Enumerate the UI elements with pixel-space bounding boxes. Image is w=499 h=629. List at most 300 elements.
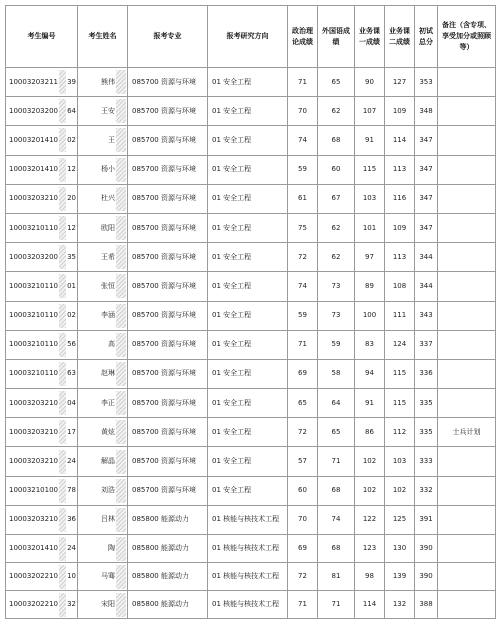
- candidate-name-cell: [78, 126, 128, 155]
- redaction-mask: [59, 245, 66, 269]
- candidate-name: 宋阳: [101, 600, 115, 608]
- redaction-mask: [116, 565, 126, 589]
- candidate-name-cell: [78, 505, 128, 534]
- total-score-cell: 390: [415, 535, 438, 563]
- candidate-name: 马骞: [101, 572, 115, 580]
- redaction-mask: [116, 391, 126, 415]
- redaction-mask: [116, 99, 126, 123]
- course2-score-cell: 124: [385, 330, 415, 359]
- candidate-name: 吕林: [101, 515, 115, 524]
- candidate-id: [9, 593, 76, 617]
- course1-score-cell: 89: [355, 272, 385, 301]
- candidate-name: 赵琳: [101, 369, 115, 378]
- candidate-name: 杜兴: [101, 194, 115, 203]
- header-course2: 业务课二成绩: [385, 6, 415, 68]
- course2-score-cell: 125: [385, 505, 415, 534]
- candidate-id: [9, 450, 76, 474]
- politics-score-cell: 65: [288, 389, 318, 418]
- direction-cell: 01 安全工程: [208, 418, 288, 447]
- english-score-cell: 64: [318, 389, 355, 418]
- total-score-cell: 390: [415, 563, 438, 591]
- major-cell: 085700 资源与环境: [128, 184, 208, 213]
- course1-score-cell: 114: [355, 591, 385, 619]
- english-score-cell: 62: [318, 243, 355, 272]
- table-row: [6, 591, 496, 619]
- candidate-id-suffix: 56: [67, 340, 76, 349]
- candidate-id-prefix: 10003203200: [9, 106, 58, 115]
- total-score-cell: 337: [415, 330, 438, 359]
- header-total: 初试总分: [415, 6, 438, 68]
- candidate-id-suffix: 39: [67, 77, 76, 86]
- direction-cell: 01 安全工程: [208, 272, 288, 301]
- course1-score-cell: 115: [355, 155, 385, 184]
- candidate-id-prefix: 10003210110: [9, 369, 58, 378]
- major-cell: 085700 资源与环境: [128, 389, 208, 418]
- course2-score-cell: 130: [385, 535, 415, 563]
- direction-cell: 01 安全工程: [208, 184, 288, 213]
- course1-score-cell: 103: [355, 184, 385, 213]
- candidate-id-cell: [6, 330, 78, 359]
- course2-score-cell: 111: [385, 301, 415, 330]
- redaction-mask: [59, 70, 66, 94]
- redaction-mask: [59, 158, 66, 182]
- redaction-mask: [116, 450, 126, 474]
- candidate-id: [9, 99, 76, 123]
- candidate-id: [9, 274, 76, 298]
- candidate-id-suffix: 02: [67, 311, 76, 320]
- redaction-mask: [116, 508, 126, 532]
- header-remark: 备注（含专项、享受加分或照顾等）: [438, 6, 496, 68]
- candidate-id-suffix: 02: [67, 135, 76, 144]
- redaction-mask: [59, 593, 66, 617]
- politics-score-cell: 75: [288, 213, 318, 242]
- total-score-cell: 344: [415, 243, 438, 272]
- header-row: [6, 6, 496, 68]
- total-score-cell: 347: [415, 126, 438, 155]
- major-cell: 085700 资源与环境: [128, 359, 208, 388]
- remark-cell: [438, 301, 496, 330]
- course1-score-cell: 91: [355, 126, 385, 155]
- candidate-id-prefix: 10003203210: [9, 515, 58, 524]
- candidate-name-cell: [78, 243, 128, 272]
- candidate-id: [9, 128, 76, 152]
- candidate-name: 李正: [101, 398, 115, 407]
- candidate-name-cell: [78, 563, 128, 591]
- remark-cell: [438, 591, 496, 619]
- candidate-id-cell: [6, 301, 78, 330]
- direction-cell: 01 安全工程: [208, 301, 288, 330]
- total-score-cell: 343: [415, 301, 438, 330]
- remark-cell: [438, 68, 496, 97]
- course2-score-cell: 115: [385, 389, 415, 418]
- direction-cell: 01 安全工程: [208, 359, 288, 388]
- course2-score-cell: 109: [385, 213, 415, 242]
- major-cell: 085700 资源与环境: [128, 243, 208, 272]
- redaction-mask: [59, 420, 66, 444]
- total-score-cell: 347: [415, 155, 438, 184]
- total-score-cell: 336: [415, 359, 438, 388]
- politics-score-cell: 70: [288, 97, 318, 126]
- candidate-id: [9, 304, 76, 328]
- candidate-id-cell: [6, 591, 78, 619]
- remark-cell: [438, 97, 496, 126]
- candidate-id-cell: [6, 213, 78, 242]
- course1-score-cell: 90: [355, 68, 385, 97]
- politics-score-cell: 59: [288, 301, 318, 330]
- course1-score-cell: 107: [355, 97, 385, 126]
- politics-score-cell: 61: [288, 184, 318, 213]
- english-score-cell: 65: [318, 68, 355, 97]
- redaction-mask: [59, 565, 66, 589]
- major-cell: 085800 能源动力: [128, 591, 208, 619]
- table-row: [6, 447, 496, 476]
- table-row: [6, 505, 496, 534]
- politics-score-cell: 72: [288, 563, 318, 591]
- total-score-cell: 333: [415, 447, 438, 476]
- table-row: [6, 272, 496, 301]
- english-score-cell: 67: [318, 184, 355, 213]
- major-cell: 085700 资源与环境: [128, 476, 208, 505]
- candidate-id-prefix: 10003203211: [9, 77, 58, 86]
- candidate-id-prefix: 10003210100: [9, 486, 58, 495]
- course2-score-cell: 103: [385, 447, 415, 476]
- candidate-name-cell: [78, 68, 128, 97]
- course1-score-cell: 102: [355, 447, 385, 476]
- redaction-mask: [59, 216, 66, 240]
- english-score-cell: 73: [318, 301, 355, 330]
- direction-cell: 01 安全工程: [208, 68, 288, 97]
- course1-score-cell: 97: [355, 243, 385, 272]
- candidate-id-prefix: 10003210110: [9, 223, 58, 232]
- major-cell: 085800 能源动力: [128, 505, 208, 534]
- table-row: [6, 184, 496, 213]
- remark-cell: [438, 563, 496, 591]
- candidate-id: [9, 333, 76, 357]
- table-row: [6, 97, 496, 126]
- direction-cell: 01 安全工程: [208, 126, 288, 155]
- total-score-cell: 344: [415, 272, 438, 301]
- candidate-id-cell: [6, 447, 78, 476]
- course1-score-cell: 102: [355, 476, 385, 505]
- english-score-cell: 68: [318, 126, 355, 155]
- candidate-id-cell: [6, 184, 78, 213]
- candidate-id-cell: [6, 359, 78, 388]
- candidate-id-suffix: 64: [67, 106, 76, 115]
- candidate-name-cell: [78, 213, 128, 242]
- redaction-mask: [59, 274, 66, 298]
- candidate-name: 李涵: [101, 311, 115, 320]
- header-english: 外国语成绩: [318, 6, 355, 68]
- candidate-id-prefix: 10003201410: [9, 165, 58, 174]
- direction-cell: 01 安全工程: [208, 476, 288, 505]
- politics-score-cell: 69: [288, 535, 318, 563]
- candidate-id-suffix: 12: [67, 165, 76, 174]
- remark-cell: [438, 155, 496, 184]
- redaction-mask: [116, 304, 126, 328]
- candidate-name-cell: [78, 301, 128, 330]
- header-name: 考生姓名: [78, 6, 128, 68]
- course1-score-cell: 101: [355, 213, 385, 242]
- redaction-mask: [59, 391, 66, 415]
- table-row: [6, 330, 496, 359]
- candidate-name-cell: [78, 447, 128, 476]
- total-score-cell: 388: [415, 591, 438, 619]
- remark-cell: 士兵计划: [438, 418, 496, 447]
- politics-score-cell: 69: [288, 359, 318, 388]
- candidate-id-suffix: 63: [67, 369, 76, 378]
- politics-score-cell: 72: [288, 243, 318, 272]
- table-row: [6, 126, 496, 155]
- total-score-cell: 347: [415, 213, 438, 242]
- table-row: [6, 243, 496, 272]
- candidate-id: [9, 508, 76, 532]
- candidate-id-suffix: 36: [67, 515, 76, 524]
- direction-cell: 01 安全工程: [208, 389, 288, 418]
- candidate-id-suffix: 20: [67, 194, 76, 203]
- candidate-id: [9, 537, 76, 561]
- table-row: [6, 535, 496, 563]
- course1-score-cell: 86: [355, 418, 385, 447]
- candidate-name: 张恒: [101, 281, 115, 290]
- major-cell: 085700 资源与环境: [128, 272, 208, 301]
- remark-cell: [438, 126, 496, 155]
- english-score-cell: 62: [318, 213, 355, 242]
- candidate-id-cell: [6, 155, 78, 184]
- candidate-id-suffix: 24: [67, 544, 76, 552]
- table-row: [6, 68, 496, 97]
- major-cell: 085700 资源与环境: [128, 301, 208, 330]
- candidate-name: 高: [108, 340, 115, 349]
- candidate-id-cell: [6, 126, 78, 155]
- candidate-name-cell: [78, 155, 128, 184]
- candidate-name: 熊伟: [101, 77, 115, 86]
- candidate-id-cell: [6, 243, 78, 272]
- candidate-id-suffix: 04: [67, 398, 76, 407]
- english-score-cell: 58: [318, 359, 355, 388]
- candidate-id: [9, 216, 76, 240]
- candidate-id: [9, 362, 76, 386]
- header-major: 报考专业: [128, 6, 208, 68]
- major-cell: 085700 资源与环境: [128, 330, 208, 359]
- table-row: [6, 389, 496, 418]
- candidate-name-cell: [78, 97, 128, 126]
- direction-cell: 01 安全工程: [208, 447, 288, 476]
- candidate-id: [9, 391, 76, 415]
- header-direction: 报考研究方向: [208, 6, 288, 68]
- table-row: [6, 213, 496, 242]
- candidate-id-prefix: 10003203210: [9, 398, 58, 407]
- table-body: [6, 68, 496, 619]
- course2-score-cell: 132: [385, 591, 415, 619]
- candidate-id-prefix: 10003203210: [9, 194, 58, 203]
- candidate-id-suffix: 10: [67, 572, 76, 580]
- candidate-id-cell: [6, 389, 78, 418]
- candidate-id-cell: [6, 535, 78, 563]
- total-score-cell: 347: [415, 184, 438, 213]
- redaction-mask: [59, 304, 66, 328]
- course1-score-cell: 98: [355, 563, 385, 591]
- remark-cell: [438, 243, 496, 272]
- candidate-id-suffix: 12: [67, 223, 76, 232]
- candidate-id-cell: [6, 272, 78, 301]
- candidate-id-prefix: 10003210110: [9, 281, 58, 290]
- redaction-mask: [59, 479, 66, 503]
- candidate-id: [9, 70, 76, 94]
- remark-cell: [438, 330, 496, 359]
- candidate-name: 王: [108, 135, 115, 144]
- remark-cell: [438, 447, 496, 476]
- major-cell: 085700 资源与环境: [128, 447, 208, 476]
- course2-score-cell: 127: [385, 68, 415, 97]
- candidate-id-prefix: 10003210110: [9, 311, 58, 320]
- total-score-cell: 391: [415, 505, 438, 534]
- remark-cell: [438, 535, 496, 563]
- candidate-name: 王希: [101, 252, 115, 261]
- candidate-name-cell: [78, 330, 128, 359]
- english-score-cell: 71: [318, 591, 355, 619]
- candidate-name-cell: [78, 359, 128, 388]
- header-politics: 政治理论成绩: [288, 6, 318, 68]
- direction-cell: 01 安全工程: [208, 213, 288, 242]
- major-cell: 085700 资源与环境: [128, 213, 208, 242]
- candidate-name-cell: [78, 476, 128, 505]
- direction-cell: 01 安全工程: [208, 243, 288, 272]
- candidate-name: 王安: [101, 106, 115, 115]
- redaction-mask: [59, 537, 66, 561]
- table-row: [6, 155, 496, 184]
- redaction-mask: [116, 593, 126, 617]
- total-score-cell: 353: [415, 68, 438, 97]
- candidate-id-prefix: 10003210110: [9, 340, 58, 349]
- major-cell: 085700 资源与环境: [128, 97, 208, 126]
- english-score-cell: 74: [318, 505, 355, 534]
- politics-score-cell: 60: [288, 476, 318, 505]
- english-score-cell: 59: [318, 330, 355, 359]
- redaction-mask: [116, 158, 126, 182]
- score-table: [5, 5, 496, 619]
- candidate-id-suffix: 78: [67, 486, 76, 495]
- politics-score-cell: 59: [288, 155, 318, 184]
- redaction-mask: [116, 274, 126, 298]
- course2-score-cell: 113: [385, 243, 415, 272]
- redaction-mask: [59, 450, 66, 474]
- total-score-cell: 332: [415, 476, 438, 505]
- redaction-mask: [116, 187, 126, 211]
- course2-score-cell: 102: [385, 476, 415, 505]
- candidate-name-cell: [78, 535, 128, 563]
- candidate-id-cell: [6, 505, 78, 534]
- candidate-id-prefix: 10003202210: [9, 600, 58, 608]
- candidate-name-cell: [78, 418, 128, 447]
- english-score-cell: 68: [318, 476, 355, 505]
- politics-score-cell: 57: [288, 447, 318, 476]
- candidate-id-prefix: 10003201410: [9, 135, 58, 144]
- remark-cell: [438, 505, 496, 534]
- candidate-name: 欧阳: [101, 223, 115, 232]
- remark-cell: [438, 272, 496, 301]
- course2-score-cell: 116: [385, 184, 415, 213]
- candidate-name: 解晶: [101, 457, 115, 466]
- major-cell: 085800 能源动力: [128, 563, 208, 591]
- course1-score-cell: 94: [355, 359, 385, 388]
- remark-cell: [438, 184, 496, 213]
- candidate-name-cell: [78, 389, 128, 418]
- redaction-mask: [59, 128, 66, 152]
- redaction-mask: [116, 362, 126, 386]
- candidate-id-suffix: 32: [67, 600, 76, 608]
- remark-cell: [438, 213, 496, 242]
- candidate-id: [9, 420, 76, 444]
- header-id: 考生编号: [6, 6, 78, 68]
- header-course1: 业务课一成绩: [355, 6, 385, 68]
- candidate-id-suffix: 01: [67, 281, 76, 290]
- redaction-mask: [116, 333, 126, 357]
- direction-cell: 01 安全工程: [208, 97, 288, 126]
- candidate-id-cell: [6, 563, 78, 591]
- course2-score-cell: 108: [385, 272, 415, 301]
- english-score-cell: 81: [318, 563, 355, 591]
- politics-score-cell: 71: [288, 591, 318, 619]
- candidate-id: [9, 187, 76, 211]
- candidate-name: 刘浩: [101, 486, 115, 495]
- candidate-id-suffix: 24: [67, 457, 76, 466]
- course2-score-cell: 139: [385, 563, 415, 591]
- course2-score-cell: 113: [385, 155, 415, 184]
- direction-cell: 01 核能与核技术工程: [208, 505, 288, 534]
- candidate-name-cell: [78, 591, 128, 619]
- course1-score-cell: 123: [355, 535, 385, 563]
- candidate-id-prefix: 10003203210: [9, 457, 58, 466]
- candidate-name: 陶: [108, 544, 115, 552]
- course2-score-cell: 115: [385, 359, 415, 388]
- candidate-id: [9, 158, 76, 182]
- direction-cell: 01 安全工程: [208, 330, 288, 359]
- direction-cell: 01 安全工程: [208, 155, 288, 184]
- table-row: [6, 359, 496, 388]
- redaction-mask: [116, 70, 126, 94]
- table-row: [6, 301, 496, 330]
- major-cell: 085800 能源动力: [128, 535, 208, 563]
- redaction-mask: [59, 99, 66, 123]
- table-row: [6, 418, 496, 447]
- english-score-cell: 73: [318, 272, 355, 301]
- remark-cell: [438, 476, 496, 505]
- remark-cell: [438, 359, 496, 388]
- english-score-cell: 71: [318, 447, 355, 476]
- total-score-cell: 335: [415, 418, 438, 447]
- course1-score-cell: 122: [355, 505, 385, 534]
- redaction-mask: [116, 216, 126, 240]
- redaction-mask: [59, 362, 66, 386]
- english-score-cell: 65: [318, 418, 355, 447]
- politics-score-cell: 74: [288, 126, 318, 155]
- total-score-cell: 348: [415, 97, 438, 126]
- redaction-mask: [59, 333, 66, 357]
- english-score-cell: 60: [318, 155, 355, 184]
- candidate-id-prefix: 10003202210: [9, 572, 58, 580]
- redaction-mask: [59, 508, 66, 532]
- redaction-mask: [116, 479, 126, 503]
- candidate-id-prefix: 10003203210: [9, 427, 58, 436]
- course2-score-cell: 109: [385, 97, 415, 126]
- candidate-id-cell: [6, 68, 78, 97]
- candidate-name: 杨小: [101, 165, 115, 174]
- course2-score-cell: 112: [385, 418, 415, 447]
- redaction-mask: [59, 187, 66, 211]
- table-row: [6, 476, 496, 505]
- direction-cell: 01 核能与核技术工程: [208, 535, 288, 563]
- english-score-cell: 62: [318, 97, 355, 126]
